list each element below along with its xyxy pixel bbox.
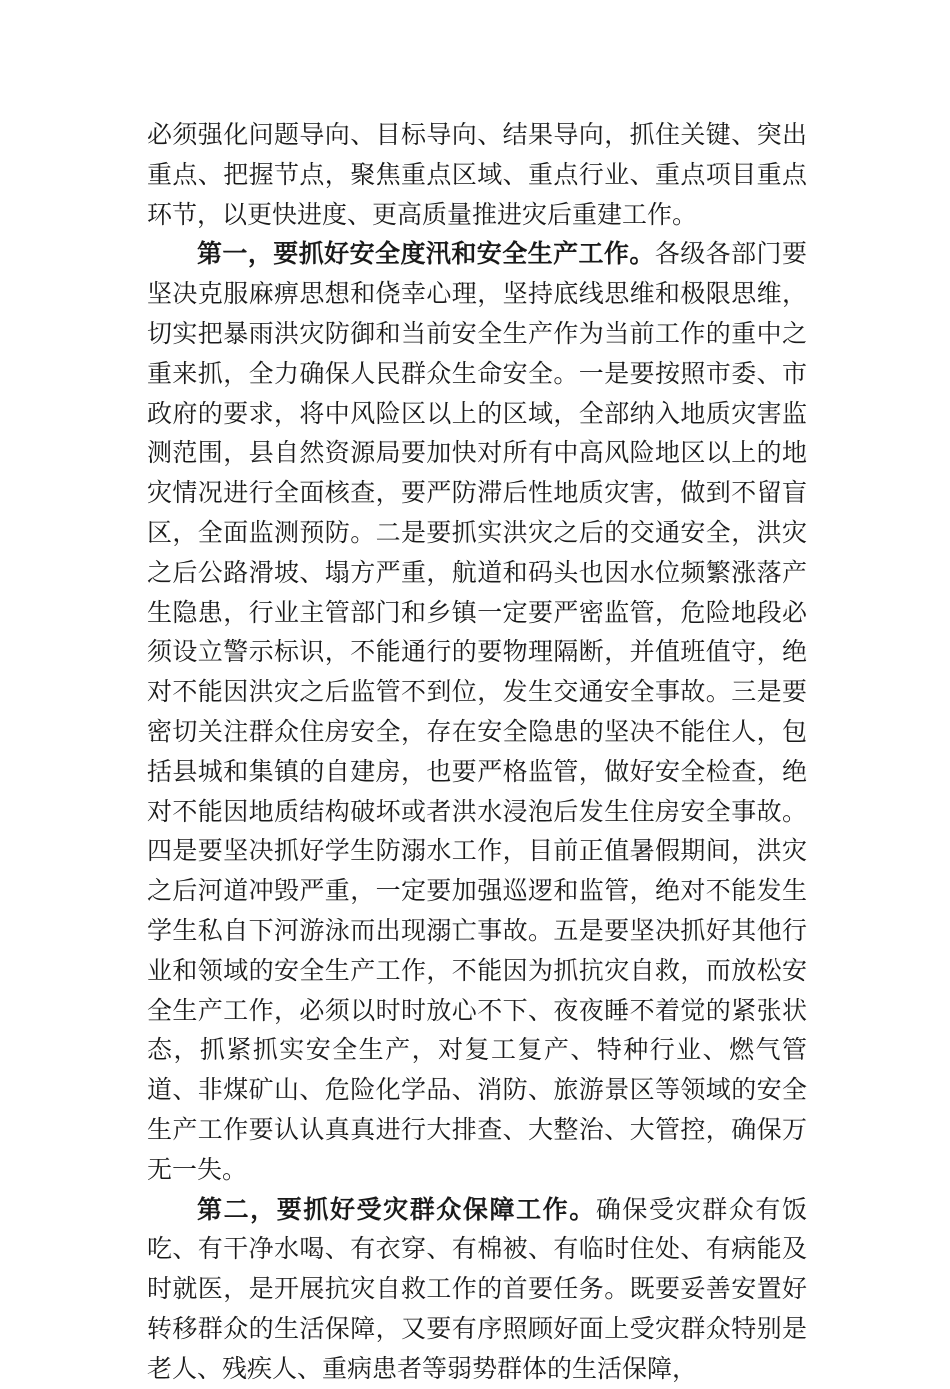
paragraph-3 [147, 1190, 807, 1389]
paragraph-2-body: 各级各部门要坚决克服麻痹思想和侥幸心理，坚持底线思维和极限思维，切实把暴雨洪灾防御和当前安全生产作为当前工作的重中之重来抓，全力确保人民群众生命安全。一是要按照市委、市政府的要求，将中风险区以上的区域，全部纳入地质灾害监测范围，县自然资源局要加快对所有中高风险地区以上的地灾情况进行全面核查，要严防滞后性地质灾害，做到不留盲区，全面监测预防。二是要抓实洪灾之后的交通安全，洪灾之后公路滑坡、塌方严重，航道和码头也因水位频繁涨落产生隐患，行业主管部门和乡镇一定要严密监管，危险地段必须设立警示标识，不能通行的要物理隔断，并值班值守，绝对不能因洪灾之后监管不到位，发生交通安全事故。三是要密切关注群众住房安全，存在安全隐患的坚决不能住人，包括县城和集镇的自建房，也要严格监管，做好安全检查，绝对不能因地质结构破坏或者洪水浸泡后发生住房安全事故。四是要坚决抓好学生防溺水工作，目前正值暑假期间，洪灾之后河道冲毁严重，一定要加强巡逻和监管，绝对不能发生学生私自下河游泳而出现溺亡事故。五是要坚决抓好其他行业和领域的安全生产工作，不能因为抓抗灾自救，而放松安全生产工作，必须以时时放心不下、夜夜睡不着觉的紧张状态，抓紧抓实安全生产，对复工复产、特种行业、燃气管道、非煤矿山、危险化学品、消防、旅游景区等领域的安全生产工作要认认真真进行大排查、大整治、大管控，确保万无一失。 [147, 239, 807, 1184]
paragraph-2 [147, 234, 807, 1189]
paragraph-3-heading: 第二，要抓好受灾群众保障工作。 [197, 1194, 596, 1224]
document-body [147, 115, 807, 1389]
paragraph-3-body: 确保受灾群众有饭吃、有干净水喝、有衣穿、有棉被、有临时住处、有病能及时就医，是开展抗灾自救工作的首要任务。既要妥善安置好转移群众的生活保障，又要有序照顾好面上受灾群众特别是老人、残疾人、重病患者等弱势群体的生活保障， [147, 1194, 807, 1383]
paragraph-2-heading: 第一，要抓好安全度汛和安全生产工作。 [197, 239, 655, 269]
paragraph-1-body: 必须强化问题导向、目标导向、结果导向，抓住关键、突出重点、把握节点，聚焦重点区域、重点行业、重点项目重点环节，以更快进度、更高质量推进灾后重建工作。 [147, 120, 807, 229]
paragraph-1 [147, 115, 807, 234]
